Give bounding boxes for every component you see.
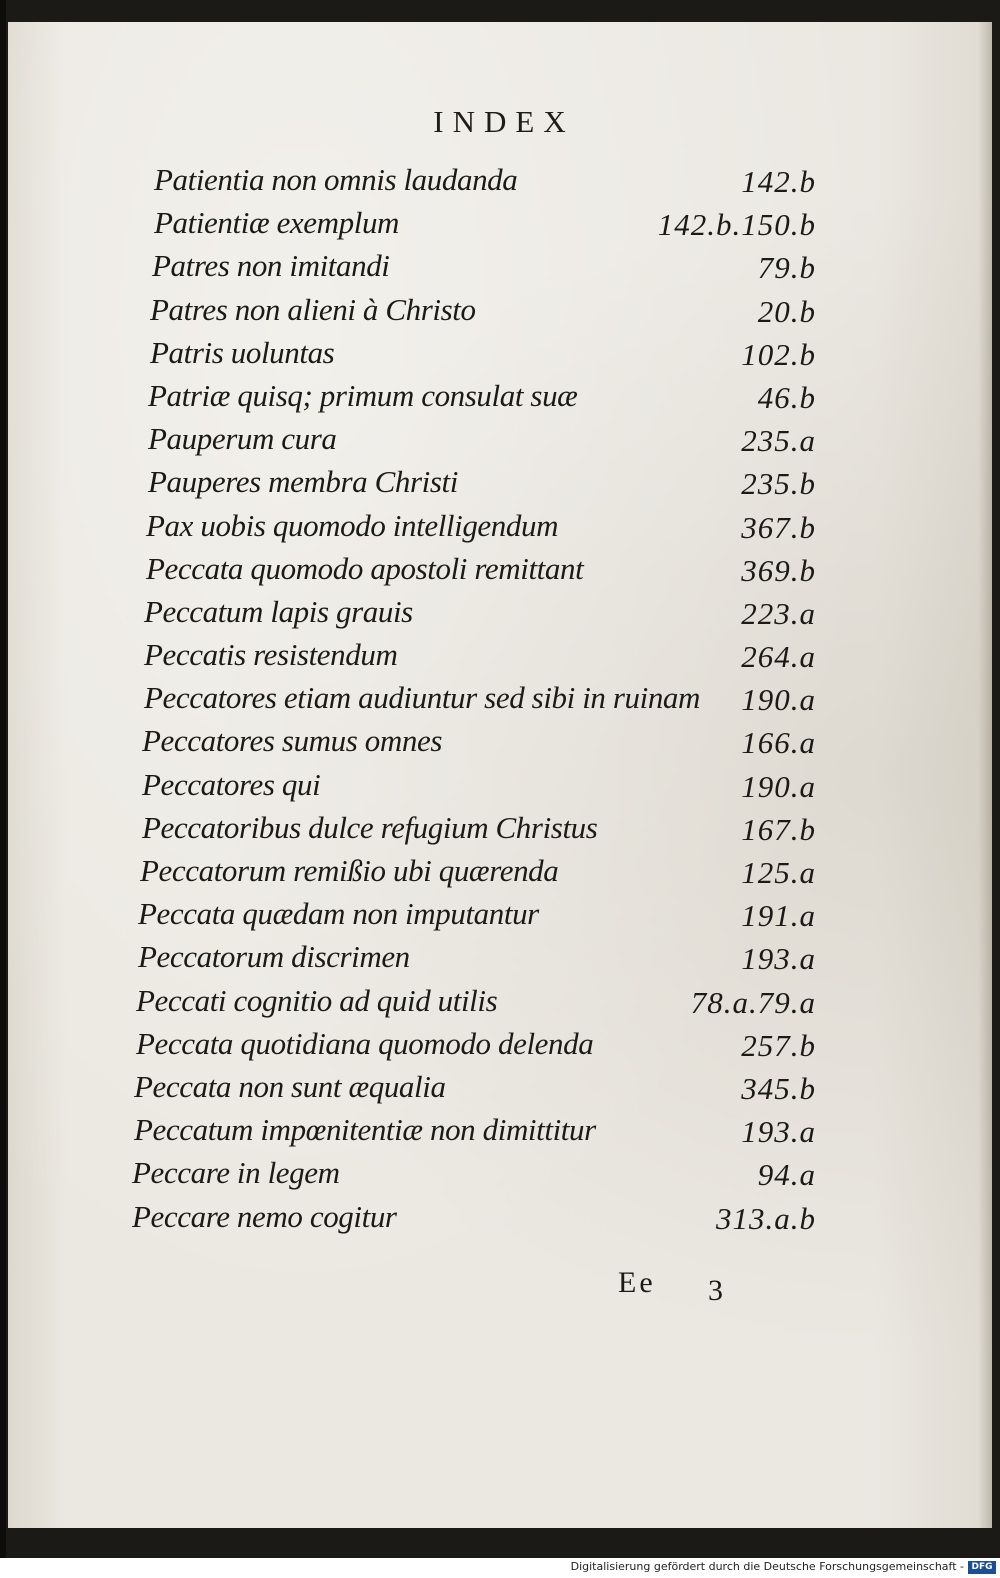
entry-page-ref: 102.b	[741, 336, 816, 372]
entry-term: Peccatoribus dulce refugium Christus	[142, 809, 598, 845]
index-entry	[148, 421, 816, 464]
index-entry	[142, 723, 816, 766]
entry-term: Patres non imitandi	[152, 248, 390, 284]
index-entry	[154, 162, 816, 205]
index-entry	[138, 896, 816, 939]
index-entry	[144, 594, 816, 637]
index-entry	[148, 464, 816, 507]
entry-page-ref: 191.a	[741, 898, 816, 934]
entry-page-ref: 79.b	[757, 250, 816, 286]
entry-page-ref: 313.a.b	[716, 1200, 816, 1236]
entry-page-ref: 345.b	[741, 1070, 816, 1106]
entry-term: Peccatis resistendum	[144, 637, 398, 673]
entry-page-ref: 20.b	[757, 293, 816, 329]
entry-page-ref: 125.a	[741, 855, 816, 890]
index-entry	[136, 983, 816, 1026]
entry-term: Peccatum impœnitentiæ non dimittitur	[134, 1112, 596, 1148]
index-entry	[134, 1112, 816, 1155]
entry-page-ref: 46.b	[757, 379, 816, 415]
signature-number: 3	[708, 1274, 723, 1307]
index-entry	[132, 1199, 816, 1242]
index-entry	[146, 551, 816, 594]
entry-page-ref: 78.a.79.a	[690, 984, 816, 1020]
entry-term: Peccata quomodo apostoli remittant	[146, 550, 584, 586]
index-entry	[152, 248, 816, 291]
footer-bar	[0, 1558, 1000, 1578]
index-entry	[148, 378, 816, 421]
entry-page-ref: 257.b	[741, 1027, 816, 1063]
entry-page-ref: 193.a	[741, 1114, 816, 1150]
entry-term: Peccatores etiam audiuntur sed sibi in ruinam	[144, 680, 701, 716]
entry-term: Pauperes membra Christi	[148, 464, 458, 500]
entry-page-ref: 264.a	[741, 639, 816, 675]
entry-term: Pax uobis quomodo intelligendum	[146, 507, 559, 543]
entry-term: Peccata quotidiana quomodo delenda	[136, 1025, 594, 1061]
entry-term: Peccatores sumus omnes	[142, 723, 442, 759]
index-entry	[132, 1155, 816, 1198]
index-entry	[150, 292, 816, 335]
index-entry	[136, 1026, 816, 1069]
funding-credit: Digitalisierung gefördert durch die Deutsche Forschungsgemeinschaft -	[570, 1560, 964, 1573]
index-entry	[150, 335, 816, 378]
entry-page-ref: 369.b	[741, 552, 816, 588]
entry-page-ref: 142.b.150.b	[657, 207, 816, 243]
entry-page-ref: 235.a	[741, 423, 816, 459]
book-page	[8, 22, 992, 1528]
entry-term: Peccatum lapis grauis	[144, 593, 413, 629]
entry-term: Patris uoluntas	[150, 334, 335, 370]
entry-page-ref: 235.b	[741, 466, 816, 502]
entry-term: Peccata quædam non imputantur	[138, 896, 539, 932]
page-header: INDEX	[433, 104, 575, 139]
entry-term: Patriæ quisq; primum consulat suæ	[148, 377, 578, 413]
entry-page-ref: 367.b	[741, 509, 816, 545]
entry-page-ref: 142.b	[741, 164, 816, 199]
index-entry	[140, 853, 816, 896]
index-entry	[144, 637, 816, 680]
index-entry	[144, 680, 816, 723]
index-entry	[134, 1069, 816, 1112]
index-entry	[142, 767, 816, 810]
entry-term: Peccare in legem	[132, 1155, 340, 1191]
entry-term: Peccare nemo cogitur	[132, 1198, 397, 1234]
index-entry	[142, 810, 816, 853]
index-entry	[154, 205, 816, 248]
entry-page-ref: 94.a	[757, 1157, 816, 1193]
dfg-logo: DFG	[968, 1561, 996, 1574]
entry-term: Patientiæ exemplum	[154, 205, 400, 241]
entry-term: Peccatores qui	[142, 766, 321, 802]
index-entries	[132, 162, 816, 1242]
entry-term: Peccatorum remißio ubi quærenda	[140, 853, 559, 888]
index-entry	[138, 939, 816, 982]
entry-page-ref: 190.a	[741, 768, 816, 804]
entry-term: Peccatorum discrimen	[138, 939, 410, 975]
index-entry	[146, 508, 816, 551]
entry-term: Peccati cognitio ad quid utilis	[136, 982, 498, 1018]
entry-page-ref: 223.a	[741, 595, 816, 631]
entry-term: Peccata non sunt æqualia	[134, 1068, 446, 1104]
entry-term: Patres non alieni à Christo	[150, 291, 476, 327]
entry-page-ref: 193.a	[741, 941, 816, 977]
entry-term: Patientia non omnis laudanda	[154, 162, 518, 197]
entry-page-ref: 190.a	[741, 682, 816, 718]
entry-page-ref: 167.b	[741, 811, 816, 847]
signature-mark: Ee	[618, 1266, 656, 1299]
page-edge-shadow	[978, 22, 992, 1528]
entry-term: Pauperum cura	[148, 421, 337, 457]
entry-page-ref: 166.a	[741, 725, 816, 761]
